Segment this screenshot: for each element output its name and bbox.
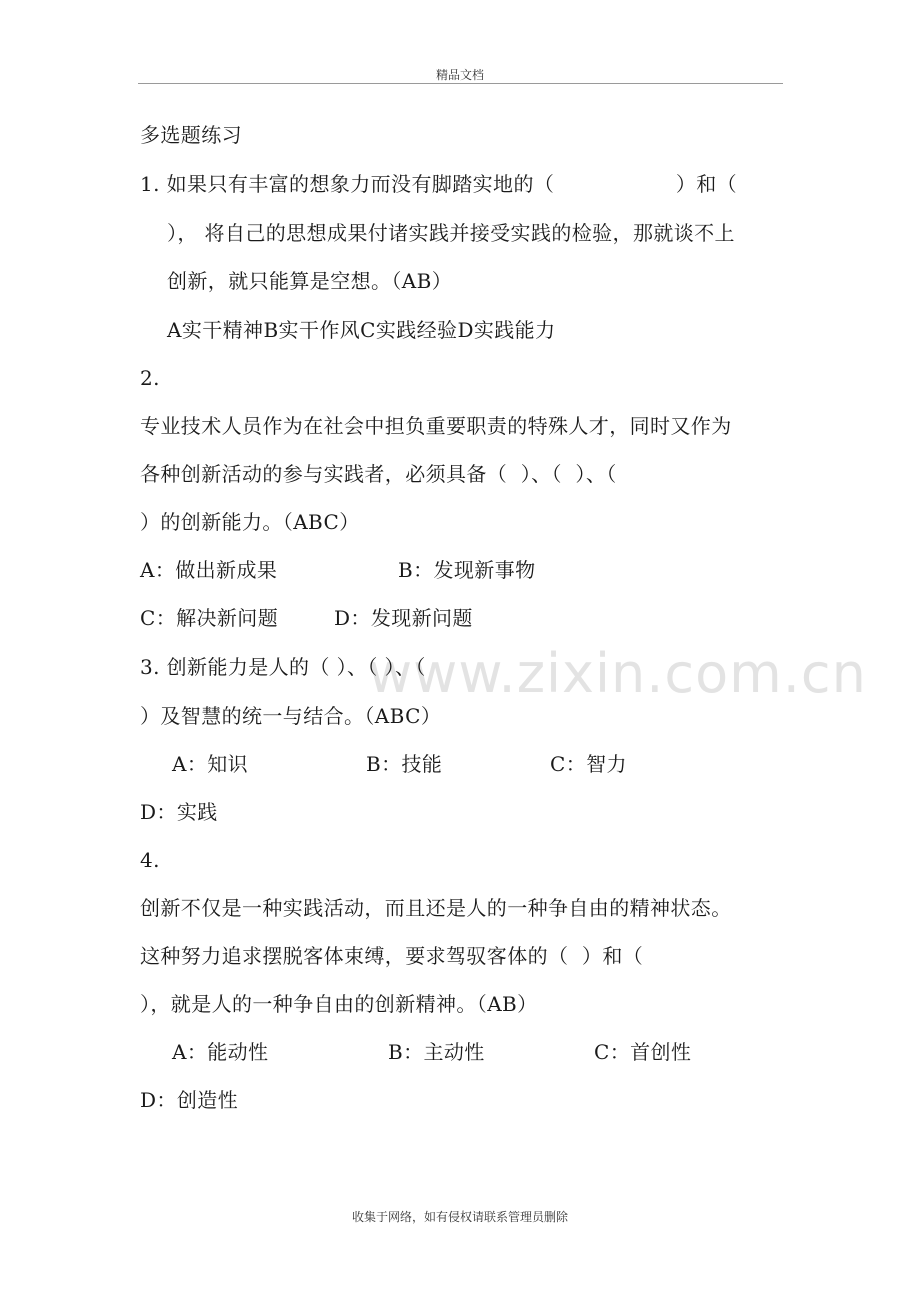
q4-line-1: 创新不仅是一种实践活动，而且还是人的一种争自由的精神状态。 <box>140 896 732 920</box>
q2-line-3: ）的创新能力。（ABC） <box>140 510 360 534</box>
q3-line-2: ）及智慧的统一与结合。（ABC） <box>140 704 442 728</box>
watermark: www.zixin.com.cn <box>368 642 867 705</box>
q1-line-1: 1. 如果只有丰富的想象力而没有脚踏实地的（ ）和（ <box>140 172 738 196</box>
q4-line-2: 这种努力追求摆脱客体束缚，要求驾驭客体的（ ）和（ <box>140 944 644 968</box>
q2-option-b: B：发现新事物 <box>398 558 536 582</box>
q2-number: 2. <box>140 366 160 390</box>
page-footer: 收集于网络，如有侵权请联系管理员删除 <box>351 1210 568 1224</box>
q4-option-d: D：创造性 <box>140 1088 239 1112</box>
q3-option-b: B：技能 <box>366 752 443 776</box>
q2-line-2: 各种创新活动的参与实践者，必须具备（ ）、（ ）、（ <box>140 462 617 486</box>
q2-option-c: C：解决新问题 <box>140 606 279 630</box>
q4-option-c: C：首创性 <box>594 1040 692 1064</box>
q4-option-b: B：主动性 <box>388 1040 485 1064</box>
q2-option-a: A：做出新成果 <box>140 558 278 582</box>
q1-line-2: ）， 将自己的思想成果付诸实践并接受实践的检验，那就谈不上 <box>167 221 735 245</box>
q2-line-1: 专业技术人员作为在社会中担负重要职责的特殊人才，同时又作为 <box>140 414 732 438</box>
q4-option-a: A：能动性 <box>172 1040 269 1064</box>
q3-option-c: C：智力 <box>550 752 627 776</box>
q4-number: 4. <box>140 848 160 872</box>
page-header: 精品文档 <box>435 68 484 82</box>
doc-title: 多选题练习 <box>140 123 242 147</box>
q2-option-d: D：发现新问题 <box>334 606 473 630</box>
header-rule <box>138 83 783 84</box>
q1-line-3: 创新，就只能算是空想。（AB） <box>167 269 453 293</box>
q3-option-d: D：实践 <box>140 800 218 824</box>
q3-option-a: A：知识 <box>172 752 249 776</box>
q4-line-3: ），就是人的一种争自由的创新精神。（AB） <box>140 992 538 1016</box>
q3-line-1: 3. 创新能力是人的（ ）、（ ）、（ <box>140 655 426 679</box>
q1-options: A实干精神B实干作风C实践经验D实践能力 <box>167 318 556 342</box>
